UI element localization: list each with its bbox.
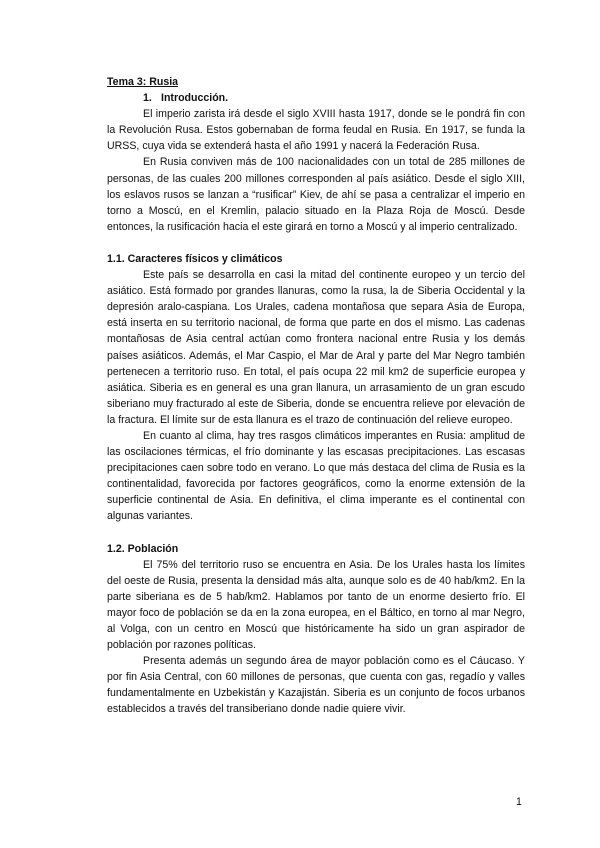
paragraph: Este país se desarrolla en casi la mitad del continente europeo y un tercio del asiático. Está formado por grandes llanuras, como la rusa, la de Siberia Occidental y la depresión aralo-caspiana. Los Urales, cadena montañosa que separa Asia de Europa, está inserta en su territorio nacional, de forma que parte en dos el mismo. Las cadenas montañosas de Asia central actúan como frontera nacional entre Rusia y los demás países asiáticos. Además, el Mar Caspio, el Mar de Aral y parte del Mar Negro también pertenecen a territorio ruso. En total, el país ocupa 22 mil km2 de superficie europea y asiática. Siberia es en general es una gran llanura, un arrasamiento de un gran escudo siberiano muy fracturado al este de Siberia, donde se encuentra relieve por elevación de la fractura. El límite sur de esta llanura es el trazo de continuación del relieve europeo. [107, 269, 525, 426]
spacer [107, 525, 525, 541]
intro-heading [143, 90, 525, 106]
intro-heading-number: 1. [143, 92, 152, 105]
paragraph: El imperio zarista irá desde el siglo XVIII hasta 1917, donde se le pondrá fin con la Revolución Rusa. Estos gobernaban de forma feudal en Rusia. En 1917, se funda la URSS, cuya vida se extenderá hasta el año 1991 y nacerá la Federación Rusa. [107, 108, 525, 153]
paragraph: En Rusia conviven más de 100 nacionalidades con un total de 285 millones de personas, de las cuales 200 millones corresponden al país asiático. Desde el siglo XIII, los eslavos rusos se lanzan a “rusificar” Kiev, de ahí se pasa a centralizar el imperio en torno a Moscú, en el Kremlin, palacio situado en la Plaza Roja de Moscú. Desde entonces, la rusificación hacia el este girará en torno a Moscú y al imperio centralizado. [107, 156, 525, 233]
page-content [107, 74, 525, 718]
intro-heading-text: Introducción. [161, 92, 229, 105]
section-heading-population: 1.2. Población [107, 542, 179, 555]
document-title: Tema 3: Rusia [107, 76, 179, 88]
paragraph: Presenta además un segundo área de mayor población como es el Cáucaso. Y por fin Asia Central, con 60 millones de personas, que cuenta con gas, regadío y valles fundamentalmente en Uzbekistán y Kazajistán. Siberia es un conjunto de focos urbanos establecidos a través del transiberiano donde nadie quiere vivir. [107, 655, 525, 716]
spacer [107, 235, 525, 251]
page-number: 1 [516, 796, 522, 808]
paragraph: En cuanto al clima, hay tres rasgos climáticos imperantes en Rusia: amplitud de las oscilaciones térmicas, el frío dominante y las escasas precipitaciones. Las escasas precipitaciones caen sobre todo en verano. Lo que más destaca del clima de Rusia es la continentalidad, favorecida por factores geográficos, como la enorme extensión de la superficie continental de Asia. En definitiva, el clima imperante es el continental con algunas variantes. [107, 429, 525, 523]
section-heading-physical-climate: 1.1. Caracteres físicos y climáticos [107, 252, 283, 265]
paragraph: El 75% del territorio ruso se encuentra en Asia. De los Urales hasta los límites del oeste de Rusia, presenta la densidad más alta, aunque solo es de 40 hab/km2. En la parte siberiana es de 5 hab/km2. Hablamos por tanto de un enorme desierto frío. El mayor foco de población se da en la zona europea, en el Báltico, en torno al mar Negro, al Volga, con un centro en Moscú que históricamente ha sido un gran aspirador de población por razones políticas. [107, 558, 525, 652]
